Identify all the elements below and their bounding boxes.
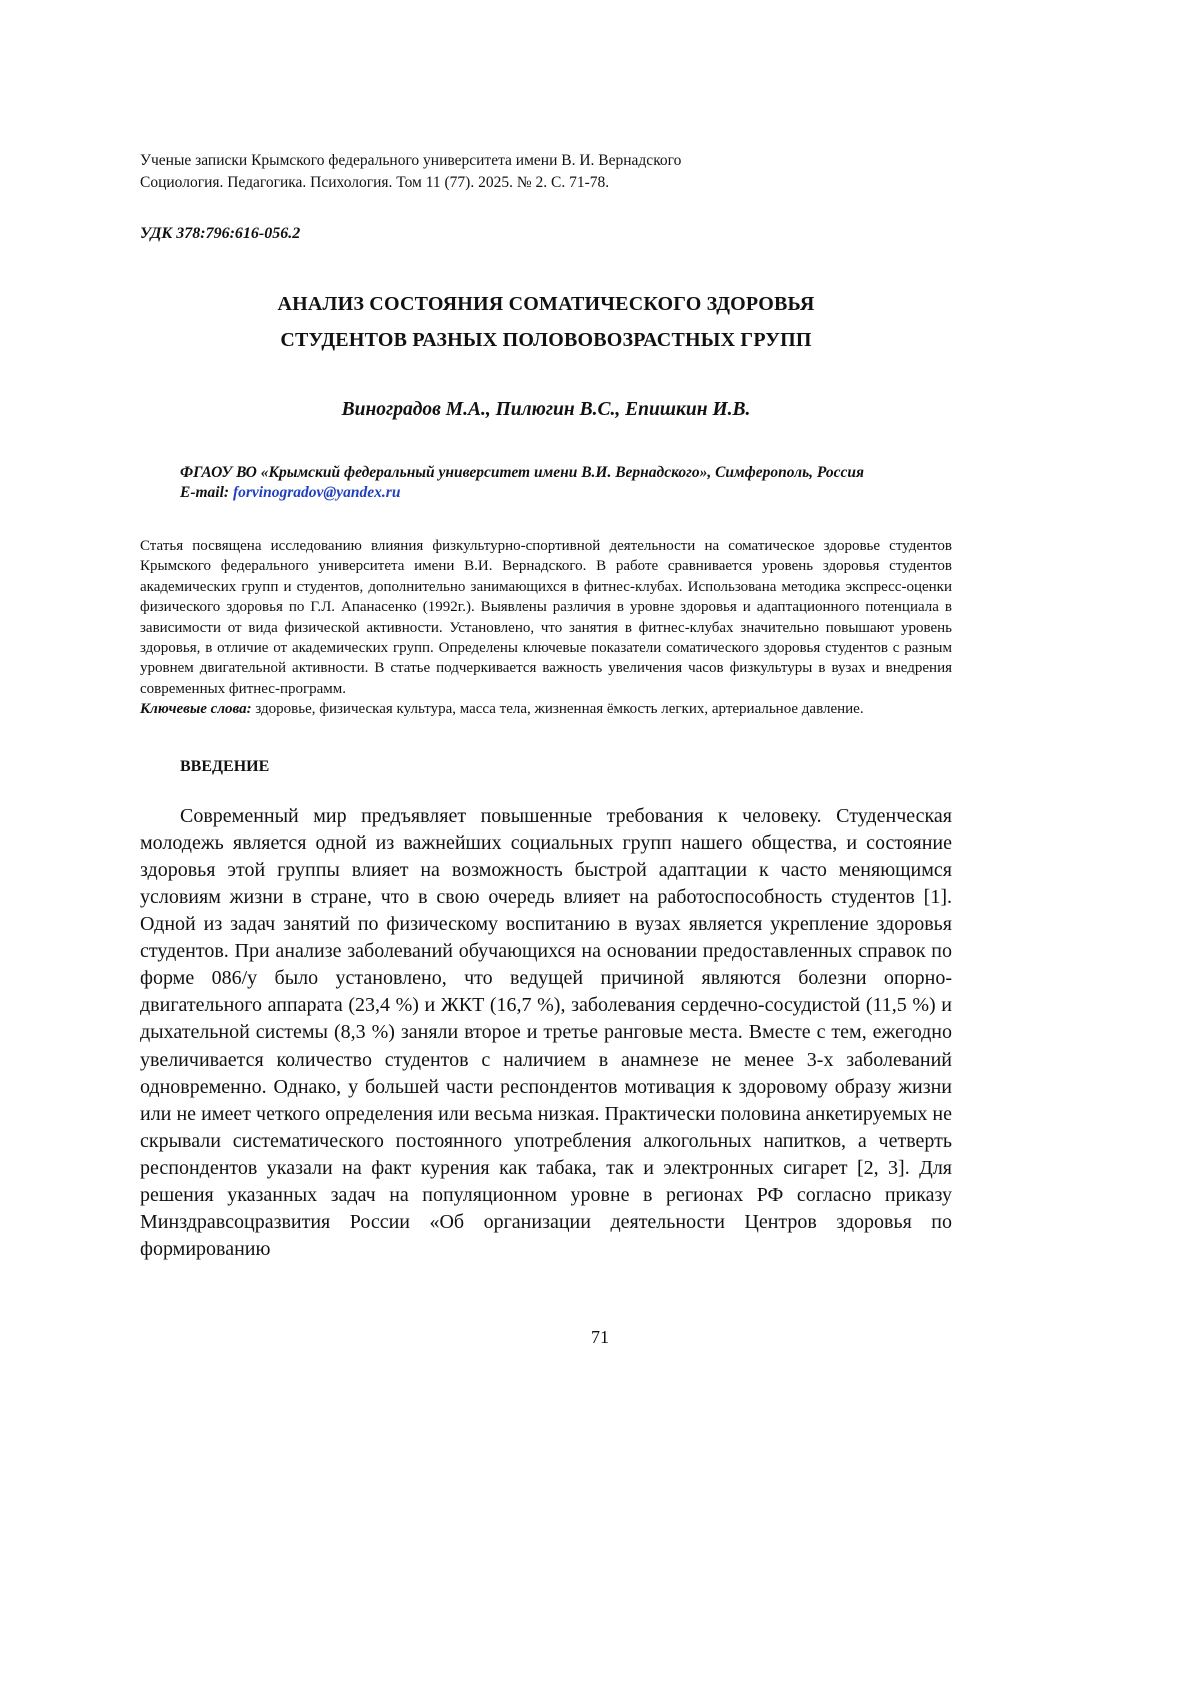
keywords-text: здоровье, физическая культура, масса тела, жизненная ёмкость легких, артериальное давление. — [252, 701, 864, 717]
journal-name: Ученые записки Крымского федерального университета имени В. И. Вернадского — [140, 150, 952, 172]
article-title-line-1: АНАЛИЗ СОСТОЯНИЯ СОМАТИЧЕСКОГО ЗДОРОВЬЯ — [140, 286, 952, 322]
authors: Виноградов М.А., Пилюгин В.С., Епишкин И.В. — [140, 399, 952, 421]
article-page — [140, 150, 952, 1263]
abstract: Статья посвящена исследованию влияния физкультурно-спортивной деятельности на соматическое здоровье студентов Крымского федерального университета имени В.И. Вернадского. В работе сравнивается уровень здоровья студентов академических групп и студентов, дополнительно занимающихся в фитнес-клубах. Использована методика экспресс-оценки физического здоровья по Г.Л. Апанасенко (1992г.). Выявлены различия в уровне здоровья и адаптационного потенциала в зависимости от вида физической активности. Установлено, что занятия в фитнес-клубах значительно повышают уровень здоровья, в отличие от академических групп. Определены ключевые показатели соматического здоровья студентов с разным уровнем двигательной активности. В статье подчеркивается важность увеличения часов физкультуры в вузах и внедрения современных фитнес-программ. — [140, 536, 952, 699]
keywords-label: Ключевые слова: — [140, 701, 252, 717]
affiliation-email-line — [180, 483, 952, 503]
article-title — [140, 286, 952, 358]
journal-issue: Социология. Педагогика. Психология. Том 11 (77). 2025. № 2. С. 71-78. — [140, 172, 952, 194]
section-heading-introduction: ВВЕДЕНИЕ — [180, 758, 952, 776]
page-number: 71 — [0, 1327, 1200, 1348]
affiliation — [180, 463, 952, 503]
email-link[interactable]: forvinogradov@yandex.ru — [233, 484, 400, 501]
introduction-paragraph: Современный мир предъявляет повышенные требования к человеку. Студенческая молодежь является одной из важнейших социальных групп нашего общества, и состояние здоровья этой группы влияет на возможность быстрой адаптации к часто меняющимся условиям жизни в стране, что в свою очередь влияет на работоспособность студентов [1]. Одной из задач занятий по физическому воспитанию в вузах является укрепление здоровья студентов. При анализе заболеваний обучающихся на основании предоставленных справок по форме 086/у было установлено, что ведущей причиной являются болезни опорно-двигательного аппарата (23,4 %) и ЖКТ (16,7 %), заболевания сердечно-сосудистой (11,5 %) и дыхательной системы (8,3 %) заняли второе и третье ранговые места. Вместе с тем, ежегодно увеличивается количество студентов с наличием в анамнезе не менее 3-х заболеваний одновременно. Однако, у большей части респондентов мотивация к здоровому образу жизни или не имеет четкого определения или весьма низкая. Практически половина анкетируемых не скрывали систематического постоянного употребления алкогольных напитков, а четверть респондентов указали на факт курения как табака, так и электронных сигарет [2, 3]. Для решения указанных задач на популяционном уровне в регионах РФ согласно приказу Минздравсоцразвития России «Об организации деятельности Центров здоровья по формированию — [140, 803, 952, 1264]
keywords — [140, 699, 952, 719]
udk-code: УДК 378:796:616-056.2 — [140, 225, 952, 243]
article-title-line-2: СТУДЕНТОВ РАЗНЫХ ПОЛОВОВОЗРАСТНЫХ ГРУПП — [140, 322, 952, 358]
affiliation-org: ФГАОУ ВО «Крымский федеральный университет имени В.И. Вернадского», Симферополь, Россия — [180, 463, 952, 483]
email-label: E-mail: — [180, 484, 233, 501]
